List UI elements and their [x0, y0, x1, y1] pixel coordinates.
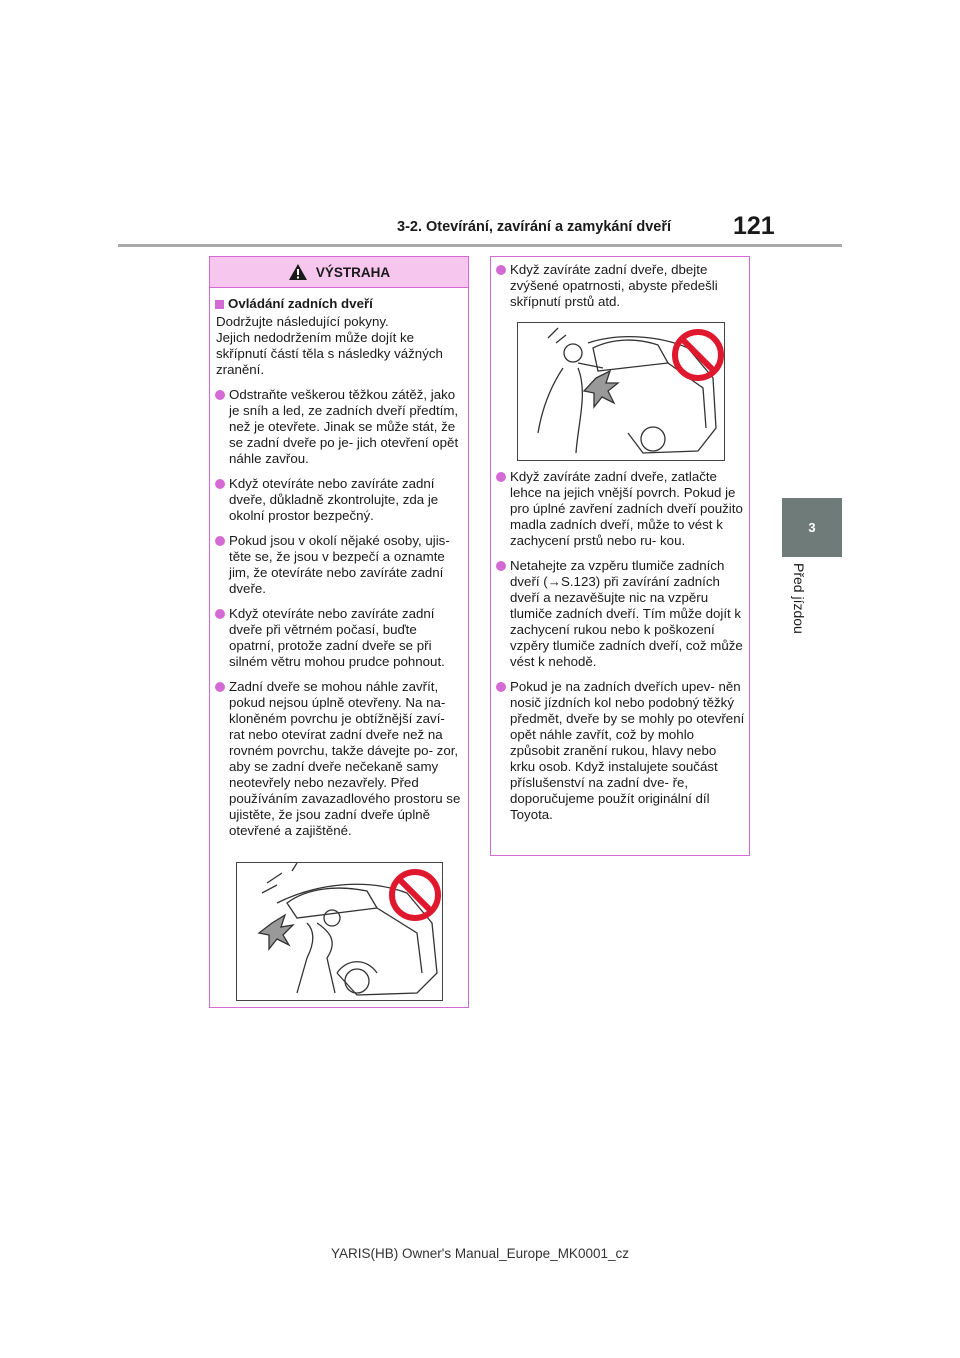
- list-item: [215, 679, 464, 839]
- list-item: [496, 679, 745, 823]
- bullet-dot-icon: [496, 472, 506, 482]
- bullet-dot-icon: [215, 536, 225, 546]
- list-item-text: Pokud je na zadních dveřích upev- něn nosič jízdních kol nebo podobný těžký předmět, dveře by se mohly po otevření opět náhle zavřít, což by mohlo způsobit zranění rukou, hlavy nebo krku osob. Když instalujete součást příslušenství na zadní dve- ře, doporučujeme použít originální díl Toyota.: [510, 679, 745, 822]
- warning-heading: VÝSTRAHA: [315, 264, 391, 280]
- bullet-dot-icon: [215, 479, 225, 489]
- bullet-dot-icon: [496, 561, 506, 571]
- list-item-text: Netahejte za vzpěru tlumiče zadních dveří (→S.123) při zavírání zadních dveří a nezavěšujte nic na vzpěru tlumiče zadních dveří. Tím může dojít k zachycení rukou nebo k poškození vzpěry tlumiče zadních dveří, což může vést k nehodě.: [510, 558, 743, 669]
- warning-triangle-icon: [288, 263, 308, 281]
- warning-header: [210, 257, 468, 288]
- list-item: [215, 387, 464, 467]
- list-item-text: Pokud jsou v okolí nějaké osoby, ujis- těte se, že jsou v bezpečí a oznamte jim, že otevíráte nebo zavíráte zadní dveře.: [229, 533, 450, 596]
- prohibition-icon: [392, 872, 438, 918]
- list-item: [215, 476, 464, 524]
- header-rule: [118, 244, 842, 247]
- list-item-text: Když zavíráte zadní dveře, dbejte zvýšené opatrnosti, abyste předešli skřípnutí prstů atd.: [510, 262, 718, 309]
- bullet-dot-icon: [215, 609, 225, 619]
- chapter-label: Před jízdou: [791, 563, 807, 634]
- illustration-tailgate-closing-on-person: [236, 862, 443, 1001]
- intro-line-1: Dodržujte následující pokyny.: [216, 314, 389, 329]
- intro-line-2: Jejich nedodržením může dojít ke skřípnutí částí těla s následky vážných zranění.: [216, 330, 443, 377]
- bullet-dot-icon: [496, 265, 506, 275]
- list-item: [496, 469, 745, 549]
- footer-text: YARIS(HB) Owner's Manual_Europe_MK0001_cz: [331, 1246, 629, 1261]
- list-item: [215, 533, 464, 597]
- list-item-text: Když otevíráte nebo zavíráte zadní dveře při větrném počasí, buďte opatrní, protože zadní dveře se při silném větru mohou prudce pohnout.: [229, 606, 445, 669]
- list-item-text: Když otevíráte nebo zavíráte zadní dveře, důkladně zkontrolujte, zda je okolní prostor bezpečný.: [229, 476, 439, 523]
- chapter-tab: 3: [782, 498, 842, 557]
- warning-section-title-text: Ovládání zadních dveří: [228, 296, 373, 311]
- warning-section-title: [215, 296, 468, 312]
- bullet-dot-icon: [215, 390, 225, 400]
- page-number: 121: [733, 212, 775, 240]
- bullet-dot-icon: [496, 682, 506, 692]
- section-title: 3-2. Otevírání, zavírání a zamykání dveří: [397, 219, 672, 235]
- illustration-fingers-caught-in-tailgate: [517, 322, 725, 461]
- list-item-text: Zadní dveře se mohou náhle zavřít, pokud nejsou úplně otevřeny. Na na- kloněném povrchu je obtížnější zaví- rat nebo otevírat zadní dveře než na rovném povrchu, takže dávejte po- zor, aby se zadní dveře nečekaně samy neotevřely nebo nezavřely. Před používáním zavazadlového prostoru se ujistěte, že jsou zadní dveře úplně otevřené a zajištěné.: [229, 679, 461, 838]
- bullet-dot-icon: [215, 682, 225, 692]
- prohibition-icon: [675, 332, 721, 378]
- list-item-text: Když zavíráte zadní dveře, zatlačte lehce na jejich vnější povrch. Pokud je pro úplné zavření zadních dveří použito madla zadních dveří, může to vést k zachycení prstů nebo ru- kou.: [510, 469, 743, 548]
- list-item-text: Odstraňte veškerou těžkou zátěž, jako je sníh a led, ze zadních dveří předtím, než je otevřete. Jinak se může stát, že se zadní dveře po je- jich otevření opět náhle zavřou.: [229, 387, 459, 466]
- list-item: [215, 606, 464, 670]
- square-bullet-icon: [215, 300, 224, 309]
- list-item: [496, 262, 745, 310]
- list-item: [496, 558, 745, 670]
